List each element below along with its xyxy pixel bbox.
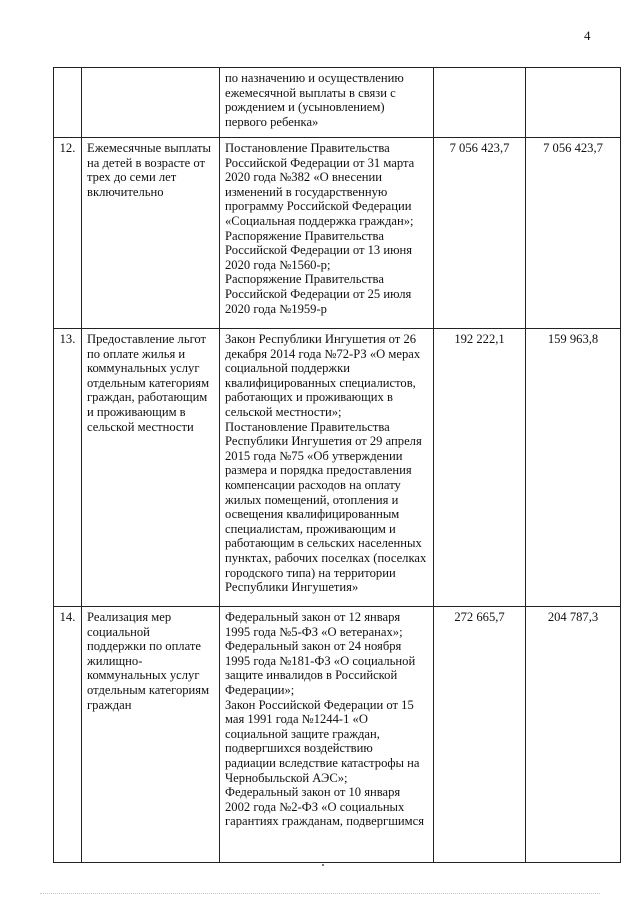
legal-basis-paragraph: Постановление Правительства Республики Ингушетия от 29 апреля 2015 года №75 «Об утверждении размера и порядка предоставления компенсации расходов на оплату жилых помещений, отопления и освещения квалифицированным специалистам, проживающим и работающим в сельских населенных пунктах, рабочих поселках (поселках городского типа) на территории Республики Ингушетия» (225, 419, 427, 595)
legal-basis-cell (220, 607, 434, 863)
table-row (54, 138, 621, 329)
executed-amount-cell (526, 138, 621, 329)
measure-name-cell (82, 138, 220, 329)
planned-amount-cell (434, 607, 526, 863)
planned-amount-cell-text: 192 222,1 (454, 332, 505, 346)
executed-amount-cell-text: 204 787,3 (547, 610, 599, 624)
planned-amount-cell (434, 68, 526, 138)
legal-basis-paragraph: Закон Российской Федерации от 15 мая 1991 года №1244-1 «О социальной защите граждан, подвергшихся воздействию радиации вследствие катастрофы на Чернобыльской АЭС»; (225, 697, 420, 785)
executed-amount-cell (526, 329, 621, 607)
legal-basis-cell (220, 329, 434, 607)
measure-name-cell-text: Реализация мер социальной поддержки по оплате жилищно- коммунальных услуг отдельным категориям граждан (87, 610, 210, 712)
measure-name-cell-text: Ежемесячные выплаты на детей в возрасте от трех до семи лет включительно (87, 141, 212, 199)
legal-basis-paragraph: Федеральный закон от 10 января 2002 года №2-ФЗ «О социальных гарантиях гражданам, подвергшимся (225, 785, 425, 829)
row-number-cell-text: 14. (59, 610, 76, 624)
bottom-rule (40, 893, 600, 894)
measure-name-cell-text: Предоставление льгот по оплате жилья и коммунальных услуг отдельным категориям граждан, работающим и проживающим в сельской местности (87, 332, 210, 434)
measures-table (53, 67, 621, 863)
measure-name-cell (82, 607, 220, 863)
legal-basis-paragraph: Федеральный закон от 12 января 1995 года №5-ФЗ «О ветеранах»; (225, 610, 403, 639)
legal-basis-paragraph: Распоряжение Правительства Российской Федерации от 13 июня 2020 года №1560-р; (225, 228, 413, 272)
row-number-cell (54, 329, 82, 607)
legal-basis-cell (220, 68, 434, 138)
scan-dot (322, 864, 324, 866)
row-number-cell (54, 607, 82, 863)
measure-name-cell (82, 68, 220, 138)
legal-basis-paragraph: Федеральный закон от 24 ноября 1995 года №181-ФЗ «О социальной защите инвалидов в Российской Федерации»; (225, 639, 416, 697)
executed-amount-cell-text: 7 056 423,7 (543, 141, 603, 155)
legal-basis-paragraph: по назначению и осуществлению ежемесячной выплаты в связи с рождением и (усыновлением) первого ребенка» (225, 71, 404, 129)
table-row (54, 607, 621, 863)
planned-amount-cell (434, 329, 526, 607)
executed-amount-cell (526, 607, 621, 863)
planned-amount-cell (434, 138, 526, 329)
planned-amount-cell-text: 7 056 423,7 (449, 141, 510, 155)
measure-name-cell (82, 329, 220, 607)
legal-basis-paragraph: Постановление Правительства Российской Федерации от 31 марта 2020 года №382 «О внесении изменений в государственную программу Российской Федерации «Социальная поддержка граждан»; (225, 141, 415, 228)
table-row (54, 68, 621, 138)
legal-basis-cell (220, 138, 434, 329)
table-row (54, 329, 621, 607)
row-number-cell (54, 138, 82, 329)
row-number-cell-text: 13. (59, 332, 76, 346)
row-number-cell (54, 68, 82, 138)
executed-amount-cell (526, 68, 621, 138)
executed-amount-cell-text: 159 963,8 (547, 332, 599, 346)
legal-basis-paragraph: Распоряжение Правительства Российской Федерации от 25 июля 2020 года №1959-р (225, 272, 412, 316)
page-number: 4 (584, 28, 591, 43)
legal-basis-paragraph: Закон Республики Ингушетия от 26 декабря 2014 года №72-РЗ «О мерах социальной поддержки квалифицированных специалистов, работающих и проживающих в сельской местности»; (225, 332, 421, 419)
planned-amount-cell-text: 272 665,7 (454, 610, 505, 624)
row-number-cell-text: 12. (59, 141, 76, 155)
